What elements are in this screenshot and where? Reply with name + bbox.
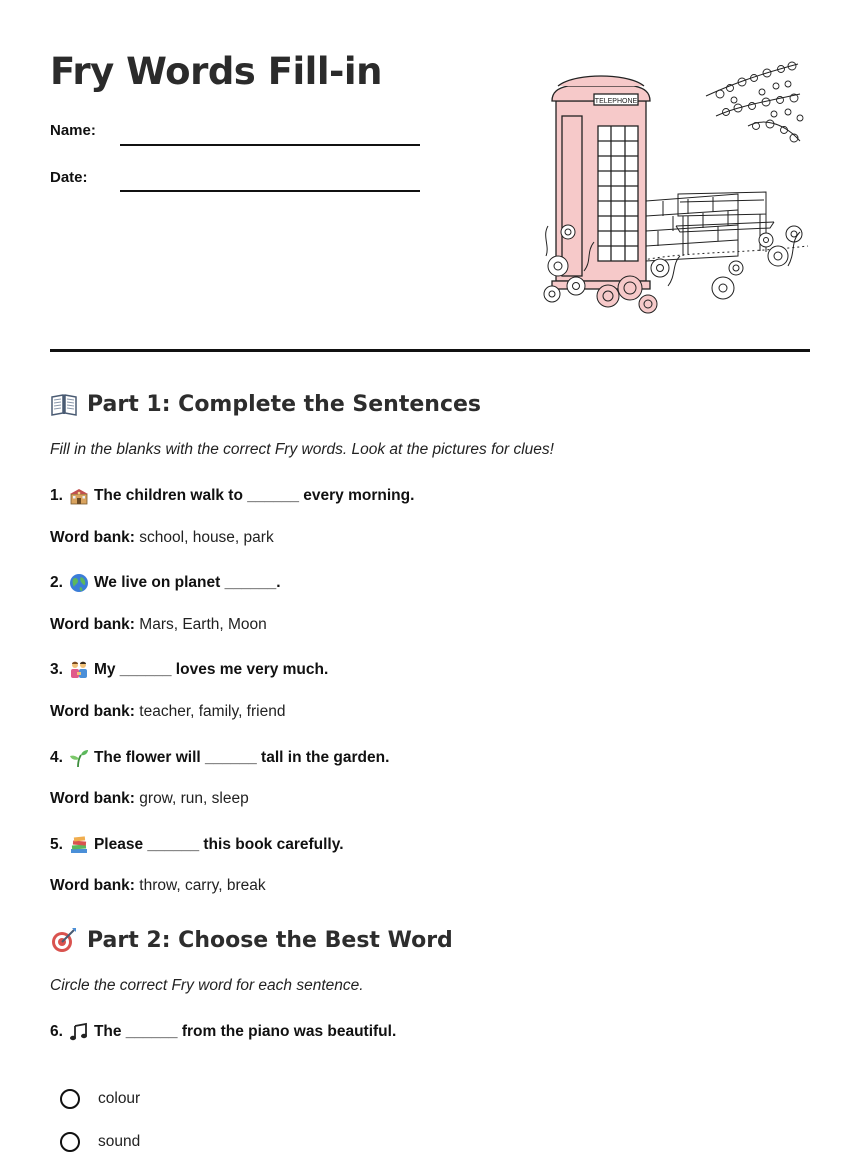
option-label: sound (98, 1133, 141, 1150)
option-label: colour (98, 1090, 141, 1107)
word-bank-options: throw, carry, break (139, 877, 266, 894)
date-label: Date: (50, 169, 88, 186)
question-number: 3. (50, 661, 63, 678)
question-6 (50, 1022, 396, 1042)
question-text: The flower will ______ tall in the garden. (93, 749, 390, 766)
target-icon (50, 926, 78, 954)
part2-heading-text: Part 2: Choose the Best Word (87, 927, 453, 953)
question-3 (50, 660, 328, 680)
radio-button[interactable] (60, 1132, 80, 1152)
part2-instruction: Circle the correct Fry word for each sentence. (50, 977, 364, 994)
word-bank-4 (50, 790, 249, 808)
word-bank-label: Word bank: (50, 529, 135, 546)
radio-button[interactable] (60, 1089, 80, 1109)
question-number: 2. (50, 574, 63, 591)
question-number: 5. (50, 836, 63, 853)
question-4 (50, 748, 389, 768)
seedling-icon (69, 748, 89, 768)
part1-instruction: Fill in the blanks with the correct Fry words. Look at the pictures for clues! (50, 441, 554, 458)
header-divider (50, 349, 810, 352)
part1-heading-text: Part 1: Complete the Sentences (87, 391, 482, 417)
word-bank-options: teacher, family, friend (139, 703, 286, 720)
word-bank-label: Word bank: (50, 790, 135, 807)
word-bank-options: grow, run, sleep (139, 790, 249, 807)
question-1 (50, 486, 414, 506)
part1-heading (50, 390, 481, 418)
word-bank-options: school, house, park (139, 529, 274, 546)
question-text: My ______ loves me very much. (93, 661, 329, 678)
word-bank-2 (50, 616, 267, 634)
word-bank-label: Word bank: (50, 616, 135, 633)
date-field[interactable] (120, 190, 420, 192)
books-icon (69, 835, 89, 855)
word-bank-1 (50, 529, 274, 547)
part2-heading (50, 926, 453, 954)
question-text: Please ______ this book carefully. (93, 836, 344, 853)
word-bank-5 (50, 877, 266, 895)
globe-icon (69, 573, 89, 593)
page-title: Fry Words Fill-in (50, 50, 382, 93)
music-note-icon (69, 1022, 89, 1042)
word-bank-options: Mars, Earth, Moon (139, 616, 267, 633)
school-icon (69, 486, 89, 506)
question-number: 1. (50, 487, 63, 504)
word-bank-3 (50, 703, 285, 721)
telephone-sign: TELEPHONE (594, 98, 638, 105)
option-sound[interactable] (60, 1132, 140, 1152)
word-bank-label: Word bank: (50, 703, 135, 720)
name-field[interactable] (120, 144, 420, 146)
family-icon (69, 660, 89, 680)
question-5 (50, 835, 344, 855)
question-2 (50, 573, 281, 593)
question-text: The children walk to ______ every morning. (93, 487, 415, 504)
word-bank-label: Word bank: (50, 877, 135, 894)
option-colour[interactable] (60, 1089, 140, 1109)
question-number: 4. (50, 749, 63, 766)
name-label: Name: (50, 122, 96, 139)
telephone-booth-illustration (538, 56, 810, 318)
question-text: We live on planet ______. (93, 574, 281, 591)
question-text: The ______ from the piano was beautiful. (93, 1023, 397, 1040)
open-book-icon (50, 390, 78, 418)
question-number: 6. (50, 1023, 63, 1040)
